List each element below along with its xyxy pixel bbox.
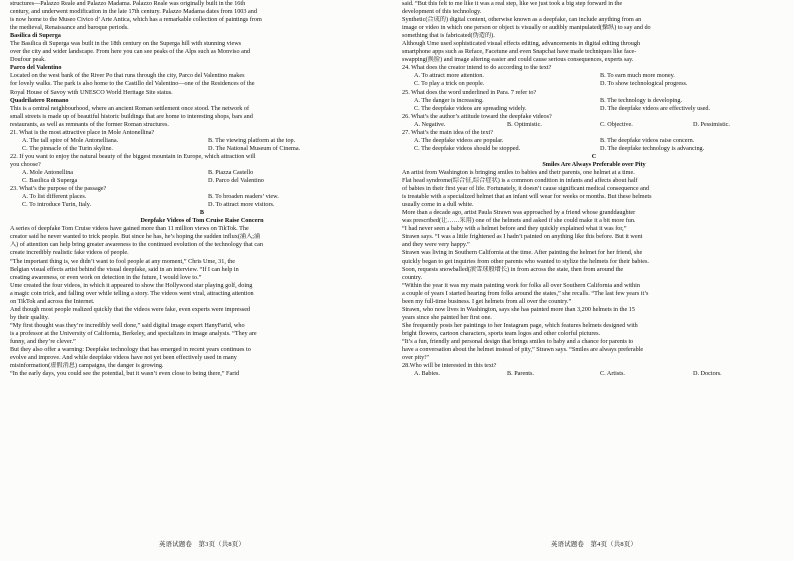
heading-superga: Basilica di Superga <box>10 32 61 40</box>
text-line: Although Ume used sophisticated visual effects editing, advancements in digital editing through <box>402 40 641 48</box>
text-line: But they also offer a warning: Deepfake technology that has emerged in recent years continues to <box>10 346 251 354</box>
answer-option: D. Parco del Valentino <box>208 177 264 185</box>
text-line: usually come in a dull white. <box>402 201 474 209</box>
answer-option: C. Artists. <box>600 370 625 378</box>
answer-option: D. The deepfake videos are effectively used. <box>600 104 711 112</box>
answer-option: A. To list different places. <box>22 193 87 201</box>
question-28: 28.Who will be interested in this text? <box>402 362 497 370</box>
text-line: More than a decade ago, artist Paula Strawn was approached by a friend whose granddaughter <box>402 209 636 217</box>
text-line: A series of deepfake Tom Cruise videos have gained more than 11 million views on TikTok. The <box>10 225 249 233</box>
text-line: Ume created the four videos, in which it appeared to show the Hollywood star playing golf, doing <box>10 281 253 289</box>
answer-option: A. Mole Antonellina <box>22 168 74 176</box>
text-line: She frequently posts her paintings to her Instagram page, which features helmets designed with <box>402 321 638 329</box>
text-line: something that is fabricated(伪造的). <box>402 32 495 40</box>
text-line: over pity!” <box>402 354 429 362</box>
answer-option: B. The deepfake videos raise concern. <box>600 136 695 144</box>
answer-option: A. The danger is increasing. <box>414 96 484 104</box>
page-footer-left: 英语试题卷 第3页（共8页） <box>159 540 245 548</box>
answer-option: B. Piazza Castello <box>208 168 254 176</box>
text-line: And though most people realized quickly that the videos were fake, even experts were impressed <box>10 305 251 313</box>
answer-option: B. The technology is developing. <box>600 96 683 104</box>
text-line: “In the early days, you could see the potential, but it wasn’t even close to being there,” Farid <box>10 370 240 378</box>
text-line: restaurants, as well as remnants of the former Roman structures. <box>10 120 169 128</box>
question-25-options <box>402 97 786 113</box>
page-footer-right: 英语试题卷 第4页（共8页） <box>551 540 637 548</box>
text-line: by their quality. <box>10 313 49 321</box>
text-line: This is a central neighbourhood, where an ancient Roman settlement once stood. The network of <box>10 104 250 112</box>
question-22-line: you choose? <box>10 160 41 168</box>
answer-option: B. The viewing platform at the top. <box>208 136 296 144</box>
text-line: evolve and improve. And while deepfake videos have not yet been effectively used in many <box>10 354 237 362</box>
text-line: The Basilica di Superga was built in the 18th century on the Superga hill with stunning views <box>10 40 242 48</box>
answer-option: C. The deepfake videos should be stopped. <box>414 144 521 152</box>
passage-b-title: Deepfake Videos of Tom Cruise Raise Concern <box>140 217 264 225</box>
answer-option: B. Parents. <box>507 370 534 378</box>
text-line: Doufour peak. <box>10 56 46 64</box>
question-25: 25. What does the word underlined in Para. 7 refer to? <box>402 88 537 96</box>
text-line: over the city and wider landscape. From here you can see peaks of the Alps such as Monviso and <box>10 48 251 56</box>
answer-option: D. The National Museum of Cinema. <box>208 144 301 152</box>
answer-option: A. Negative. <box>414 120 446 128</box>
answer-option: A. The deepfake videos are popular. <box>414 136 504 144</box>
question-27: 27. What’s the main idea of the text? <box>402 128 493 136</box>
text-line: swapping(换脸) and image altering easier and could cause serious consequences, experts say. <box>402 56 634 64</box>
answer-option: D. Doctors. <box>693 370 722 378</box>
question-21: 21. What is the most attractive place in Mole Antonellina? <box>10 128 155 136</box>
question-24-options <box>402 72 786 88</box>
text-line: was prescribed(让……采用) one of the helmets and asked if she could make it a bit more fun. <box>402 217 636 225</box>
answer-option: D. To show technological progress. <box>600 80 688 88</box>
answer-option: B. To broaden readers’ view. <box>208 193 279 201</box>
text-line: creator said he never wanted to trick people. But since he has, he’s hoping the sudden influx(涌入;涌 <box>10 233 261 241</box>
text-line: is a professor at the University of California, Berkeley, and specializes in image analysis. “They are <box>10 329 257 337</box>
answer-option: C. The pinnacle of the Turin skyline. <box>22 144 113 152</box>
text-line: years since she painted her first one. <box>402 313 492 321</box>
text-line: on TikTok and across the Internet. <box>10 297 95 305</box>
passage-c-title: Smiles Are Always Preferable over Pity <box>542 160 646 168</box>
text-line: a magic coin trick, and falling over while telling a story. The videos went viral, attracting attention <box>10 289 254 297</box>
text-line: development of this technology. <box>402 8 482 16</box>
text-line: small streets is made up of beautiful historic buildings that are home to interesting shops, bars and <box>10 112 253 120</box>
text-line: “Within the year it was my main painting work for folks all over Southern California and within <box>402 281 640 289</box>
text-line: create incredibly realistic fake videos of people. <box>10 249 129 257</box>
text-line: funny, and they’re clever.” <box>10 337 76 345</box>
text-line: Flat head syndrome(综合征,综合症状) is a common condition in infants and affects about half <box>402 177 638 185</box>
answer-option: D. Pessimistic. <box>693 120 730 128</box>
text-line: misinformation(虚假消息) campaigns, the danger is growing. <box>10 362 164 370</box>
text-line: the medieval, Renaissance and baroque periods. <box>10 24 129 32</box>
text-line: is treatable with a specialized helmet that an infant will wear for weeks or months. But these helmets <box>402 193 652 201</box>
text-line: quickly began to get inquiries from other parents who wanted to stylize the helmets for their babies. <box>402 257 649 265</box>
text-line: Belgian visual effects artist behind the visual deepfake, said in an interview. “If I can help in <box>10 265 239 273</box>
text-line: Strawn, who now lives in Washington, says she has painted more than 3,200 helmets in the 15 <box>402 305 635 313</box>
text-line: Strawn says. “I was a little frightened as I hadn’t painted on anything like this before. But it went <box>402 233 643 241</box>
text-line: bright flowers, cartoon characters, sports team logos and other colorful pictures. <box>402 329 601 337</box>
text-line: “The important thing is, we didn’t want to fool people at any moment,” Chris Ume, 31, the <box>10 257 235 265</box>
text-line: a couple of years I started hearing from folks around the states,” she recalls. “The last few years it’s <box>402 289 649 297</box>
answer-option: C. The deepfake videos are spreading widely. <box>414 104 527 112</box>
answer-option: D. To attract more visitors. <box>208 201 275 209</box>
question-26-options <box>402 121 786 129</box>
text-line: for lovely walks. The park is also home to the Castillo del Valentino—one of the Residences of the <box>10 80 255 88</box>
answer-option: A. The tall spire of Mole Antonelliana. <box>22 136 119 144</box>
text-line: Located on the west bank of the River Po that runs through the city, Parco del Valentino makes <box>10 72 245 80</box>
text-line: Royal House of Savoy with UNESCO World Heritage Site status. <box>10 88 173 96</box>
text-line: century, and underwent modification in the late 17th century. Palazzo Madama dates from 1003 and <box>10 8 257 16</box>
answer-option: C. To introduce Turin, Italy. <box>22 201 92 209</box>
text-line: An artist from Washington is bringing smiles to babies and their parents, one helmet at a time. <box>402 168 635 176</box>
text-line: Synthetic(合成的) digital content, otherwise known as a deepfake, can include anything from an <box>402 16 642 24</box>
text-line: 入) of attention can help bring greater awareness to the continued evolution of the technology that can <box>10 241 263 249</box>
answer-option: B. To earn much more money. <box>600 72 675 80</box>
answer-option: B. Optimistic. <box>507 120 542 128</box>
text-line: and they were very happy.” <box>402 241 470 249</box>
answer-option: D. The deepfake technology is advancing. <box>600 144 705 152</box>
text-line: structures—Palazzo Reale and Palazzo Madama. Palazzo Reale was originally built in the 16th <box>10 0 246 7</box>
answer-option: A. To attract more attention. <box>414 72 484 80</box>
text-line: country. <box>402 273 423 281</box>
question-22-options <box>10 169 394 185</box>
section-c-label: C <box>591 152 597 160</box>
text-line: have a conversation about the helmet instead of pity,” Strawn says. “Smiles are always preferable <box>402 346 644 354</box>
text-line: of babies in their first year of life. Fortunately, it doesn’t cause significant medical consequence and <box>402 185 650 193</box>
text-line: been my full-time business. I get helmets from all over the country.” <box>402 297 572 305</box>
question-23-options <box>10 193 394 209</box>
text-line: Strawn was living in Southern California at the time. After painting the helmet for her friend, she <box>402 249 643 257</box>
question-23: 23. What’s the purpose of the passage? <box>10 185 107 193</box>
question-28-options <box>402 370 786 378</box>
text-line: “My first thought was they’re incredibly well done,” said digital image expert HanyFarid, who <box>10 321 245 329</box>
question-21-options <box>10 137 394 153</box>
text-line: creating awareness, or even work on detection in the future, I would love to.” <box>10 273 202 281</box>
answer-option: C. Objective. <box>600 120 633 128</box>
question-27-options <box>402 137 786 153</box>
text-line: is now home to the Museo Civico d’ Arte Antica, which has a remarkable collection of paintings from <box>10 16 262 24</box>
answer-option: C. To play a trick on people. <box>414 80 485 88</box>
answer-option: A. Babies. <box>414 370 440 378</box>
question-24: 24. What does the creator intend to do according to the text? <box>402 64 552 72</box>
text-line: Soon, requests snowballed(滚雪球般增长) in from across the state, then from around the <box>402 265 624 273</box>
answer-option: C. Basilica di Superga <box>22 177 78 185</box>
heading-valentino: Parco del Valentino <box>10 64 62 72</box>
text-line: “I had never seen a baby with a helmet before and they quickly explained what it was for,” <box>402 225 627 233</box>
text-line: said. “But this felt to me like it was a real step, like we just took a big step forward in the <box>402 0 623 7</box>
text-line: image or video in which one person or object is visually or audibly manipulated(操纵) to say and do <box>402 24 651 32</box>
heading-quadrilatero: Quadrilatero Romano <box>10 96 69 104</box>
question-26: 26. What’s the author’s attitude toward the deepfake videos? <box>402 112 552 120</box>
text-line: “It’s a fun, friendly and personal design that brings smiles to baby and a chance for parents to <box>402 337 634 345</box>
question-22-line: 22. If you want to enjoy the natural beauty of the biggest mountain in Europe, which attraction will <box>10 152 256 160</box>
right-column <box>402 0 786 561</box>
section-b-label: B <box>199 209 205 217</box>
left-column <box>10 0 394 561</box>
text-line: smartphone apps such as Reface, Facetune and even Snapchat have made techniques like face- <box>402 48 637 56</box>
